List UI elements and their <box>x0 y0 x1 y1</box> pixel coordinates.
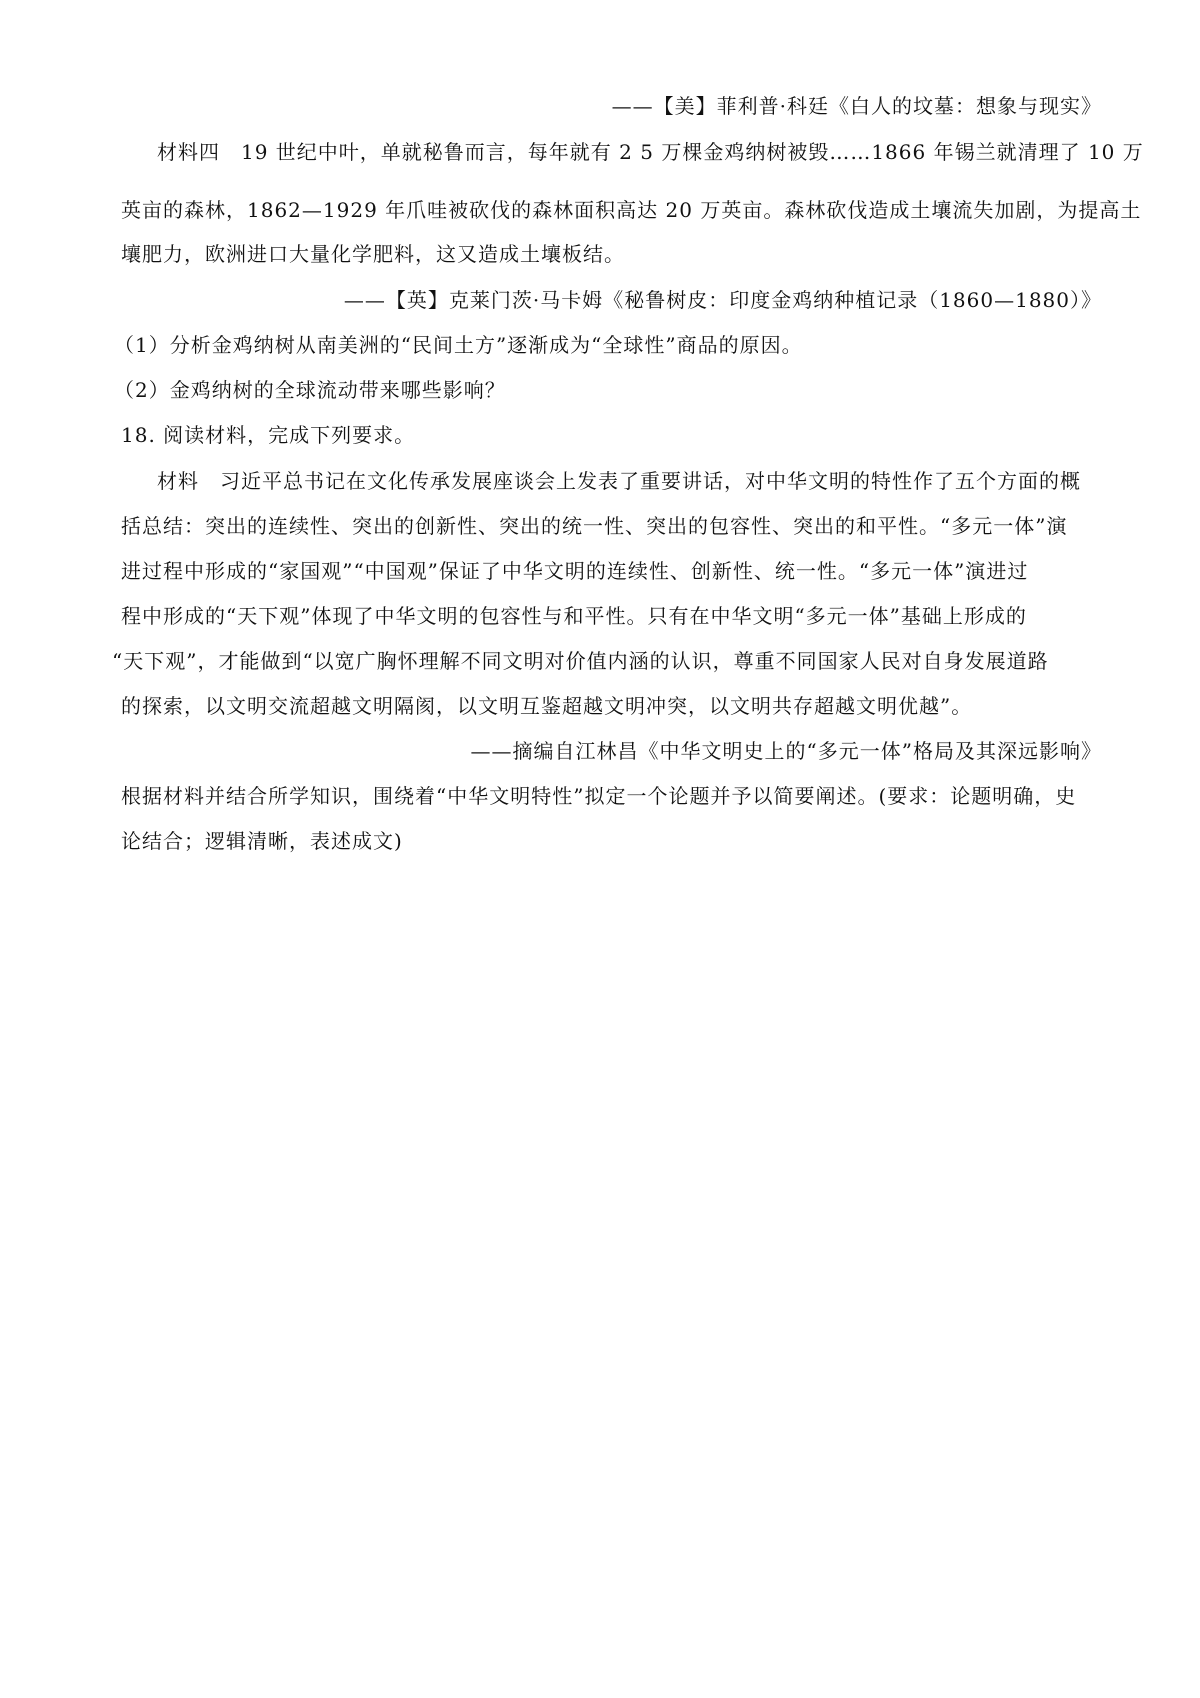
material-18-line-3: 进过程中形成的“家国观”“中国观”保证了中华文明的连续性、创新性、统一性。“多元一体”演进过 <box>121 559 1029 583</box>
material-18-line-5: “天下观”，才能做到“以宽广胸怀理解不同文明对价值内涵的认识，尊重不同国家人民对自身发展道路 <box>112 649 1049 673</box>
source-citation-jiang: ——摘编自江林昌《中华文明史上的“多元一体”格局及其深远影响》 <box>470 739 1102 763</box>
material-four-line-1: 材料四 19 世纪中叶，单就秘鲁而言，每年就有 2 5 万棵金鸡纳树被毁……1866 年锡兰就清理了 10 万 <box>157 140 1144 164</box>
question-18-prompt-line-2: 论结合；逻辑清晰，表述成文) <box>121 829 403 853</box>
source-citation-curtin: ——【美】菲利普·科廷《白人的坟墓：想象与现实》 <box>611 94 1102 118</box>
material-18-line-4: 程中形成的“天下观”体现了中华文明的包容性与和平性。只有在中华文明“多元一体”基础上形成的 <box>121 604 1027 628</box>
question-17-part-1: （1）分析金鸡纳树从南美洲的“民间土方”逐渐成为“全球性”商品的原因。 <box>114 333 803 357</box>
question-18-heading: 18. 阅读材料，完成下列要求。 <box>121 423 416 447</box>
material-18-line-2: 括总结：突出的连续性、突出的创新性、突出的统一性、突出的包容性、突出的和平性。“多元一体”演 <box>121 514 1068 538</box>
material-four-line-3: 壤肥力，欧洲进口大量化学肥料，这又造成土壤板结。 <box>121 242 625 266</box>
material-four-line-2: 英亩的森林，1862—1929 年爪哇被砍伐的森林面积高达 20 万英亩。森林砍伐造成土壤流失加剧，为提高土 <box>121 198 1142 222</box>
material-18-line-1: 材料 习近平总书记在文化传承发展座谈会上发表了重要讲话，对中华文明的特性作了五个方面的概 <box>157 469 1081 493</box>
question-17-part-2: （2）金鸡纳树的全球流动带来哪些影响？ <box>114 378 506 402</box>
material-18-line-6: 的探索，以文明交流超越文明隔阂，以文明互鉴超越文明冲突，以文明共存超越文明优越”。 <box>121 694 973 718</box>
source-citation-markham: ——【英】克莱门茨·马卡姆《秘鲁树皮：印度金鸡纳种植记录（1860—1880）》 <box>343 288 1102 312</box>
question-18-prompt-line-1: 根据材料并结合所学知识，围绕着“中华文明特性”拟定一个论题并予以简要阐述。(要求：论题明确，史 <box>121 784 1077 808</box>
